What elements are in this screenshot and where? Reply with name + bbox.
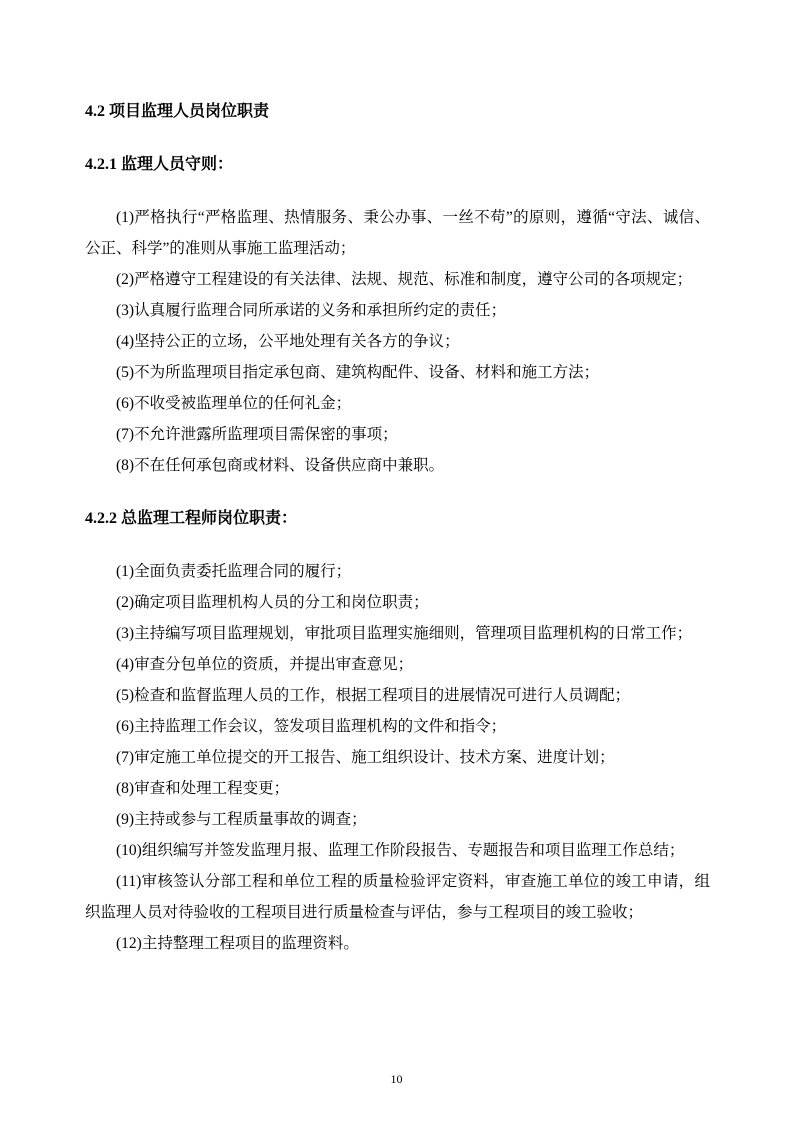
subsection-heading-4-2-2: 4.2.2 总监理工程师岗位职责： [85,510,298,527]
section-body-4-2-1 [85,202,710,481]
clause-item: (5)不为所监理项目指定承包商、建筑构配件、设备、材料和施工方法； [116,364,600,381]
clause-item: (9)主持或参与工程质量事故的调查； [116,811,367,828]
clause-item: (8)审查和处理工程变更； [116,780,290,797]
clause-item: (4)审查分包单位的资质，并提出审查意见； [116,656,414,673]
clause-item: (1)全面负责委托监理合同的履行； [116,563,352,580]
clause-item: (3)主持编写项目监理规划，审批项目监理实施细则，管理项目监理机构的日常工作； [116,625,693,642]
clause-item: (11)审核签认分部工程和单位工程的质量检验评定资料，审查施工单位的竣工申请，组织监理人员对待验收的工程项目进行质量检查与评估，参与工程项目的竣工验收； [85,873,710,921]
clause-item: (7)审定施工单位提交的开工报告、施工组织设计、技术方案、进度计划； [116,749,615,766]
clause-item: (2)确定项目监理机构人员的分工和岗位职责； [116,594,429,611]
clause-item: (10)组织编写并签发监理月报、监理工作阶段报告、专题报告和项目监理工作总结； [116,842,685,859]
clause-item: (6)主持监理工作会议，签发项目监理机构的文件和指令； [116,718,507,735]
clause-item: (12)主持整理工程项目的监理资料。 [116,935,359,952]
clause-item: (6)不收受被监理单位的任何礼金； [116,395,352,412]
clause-item: (7)不允许泄露所监理项目需保密的事项； [116,426,398,443]
clause-item: (2)严格遵守工程建设的有关法律、法规、规范、标准和制度，遵守公司的各项规定； [116,271,693,288]
clause-item: (8)不在任何承包商或材料、设备供应商中兼职。 [116,457,445,474]
clause-item: (1)严格执行“严格监理、热情服务、秉公办事、一丝不苟”的原则，遵循“守法、诚信、公正、科学”的准则从事施工监理活动； [85,209,710,257]
document-content [85,96,710,959]
clause-item: (3)认真履行监理合同所承诺的义务和承担所约定的责任； [116,302,507,319]
page-number: 10 [390,1072,403,1086]
section-body-4-2-2 [85,556,710,959]
clause-item: (4)坚持公正的立场，公平地处理有关各方的争议； [116,333,460,350]
subsection-heading-4-2-1: 4.2.1 监理人员守则： [85,156,234,173]
clause-item: (5)检查和监督监理人员的工作，根据工程项目的进展情况可进行人员调配； [116,687,631,704]
section-heading-4-2: 4.2 项目监理人员岗位职责 [85,103,270,120]
